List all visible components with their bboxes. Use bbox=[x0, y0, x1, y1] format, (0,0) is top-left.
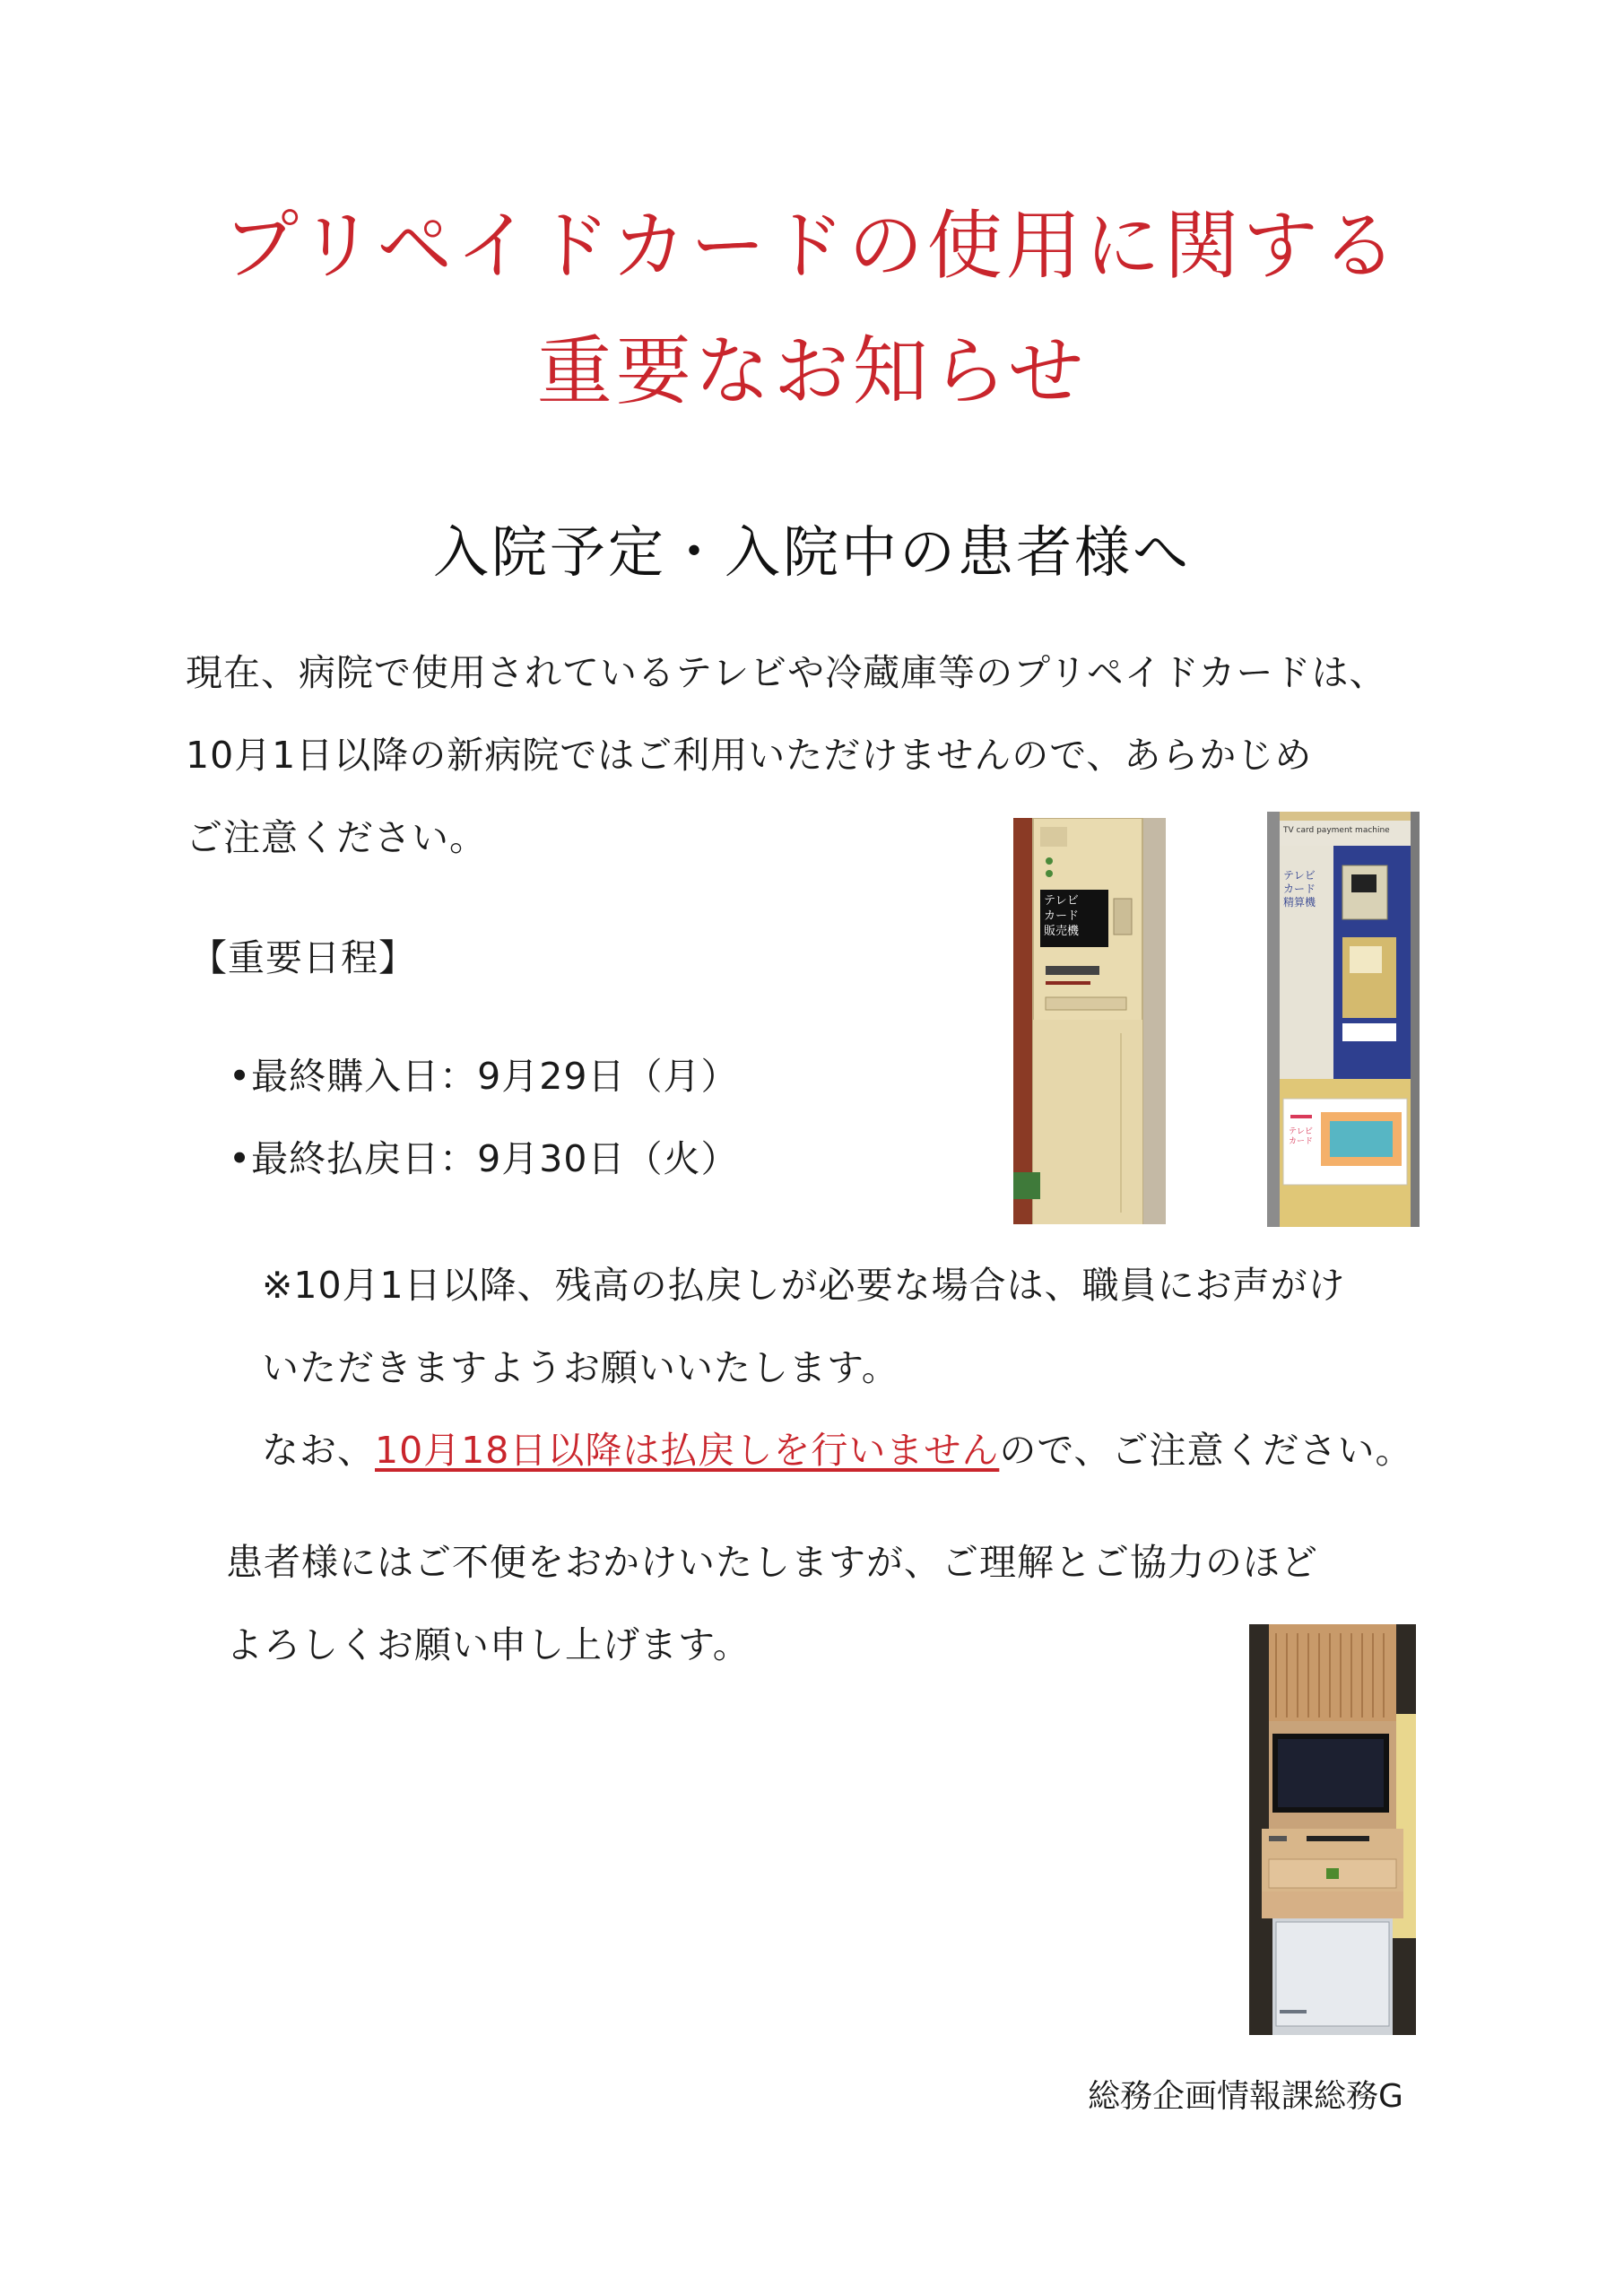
vending-panel-line-3: 販売機 bbox=[1044, 925, 1080, 938]
payment-machine-photo bbox=[1267, 812, 1420, 1227]
vending-machine-photo bbox=[1013, 818, 1166, 1224]
payment-machine-panel-text bbox=[1283, 869, 1316, 909]
vending-panel-line-2: カード bbox=[1044, 909, 1080, 923]
note-line-3-prefix: なお、 bbox=[262, 1429, 375, 1472]
payment-panel-line-2: カード bbox=[1283, 883, 1316, 895]
department-signature: 総務企画情報課総務G bbox=[1088, 2078, 1403, 2115]
audience-heading: 入院予定・入院中の患者様へ bbox=[432, 519, 1191, 585]
refund-deadline-highlight: 10月18日以降は払戻しを行いません bbox=[375, 1429, 1000, 1472]
intro-line-2: 10月1日以降の新病院ではご利用いただけませんので、あらかじめ bbox=[186, 734, 1313, 777]
note-line-1: ※10月1日以降、残高の払戻しが必要な場合は、職員にお声がけ bbox=[262, 1264, 1346, 1307]
intro-line-1: 現在、病院で使用されているテレビや冷蔵庫等のプリペイドカードは、 bbox=[186, 651, 1387, 694]
vending-machine-panel-text bbox=[1044, 893, 1079, 939]
payment-panel-line-3: 精算機 bbox=[1283, 896, 1316, 909]
note-line-3 bbox=[262, 1429, 1413, 1472]
bedside-cabinet-illustration bbox=[1249, 1624, 1416, 2035]
vending-machine-illustration bbox=[1013, 818, 1166, 1224]
bedside-cabinet-photo bbox=[1249, 1624, 1416, 2035]
schedule-item-last-refund: •最終払戻日：9月30日（火） bbox=[229, 1137, 739, 1180]
closing-line-2: よろしくお願い申し上げます。 bbox=[226, 1623, 751, 1666]
intro-line-3: ご注意ください。 bbox=[186, 816, 487, 859]
schedule-heading: 【重要日程】 bbox=[190, 936, 416, 979]
payment-machine-header: TV card payment machine bbox=[1283, 826, 1390, 835]
payment-panel-line-1: テレビ bbox=[1283, 869, 1316, 882]
closing-line-1: 患者様にはご不便をおかけいたしますが、ご理解とご協力のほど bbox=[226, 1541, 1318, 1584]
title-line-2: 重要なお知らせ bbox=[536, 327, 1088, 415]
vending-panel-line-1: テレビ bbox=[1044, 894, 1079, 908]
title-line-1: プリペイドカードの使用に関する bbox=[223, 202, 1401, 290]
note-line-3-suffix: ので、ご注意ください。 bbox=[999, 1429, 1413, 1472]
payment-machine-sign: テレビ カード bbox=[1289, 1127, 1314, 1146]
note-line-2: いただきますようお願いいたします。 bbox=[262, 1346, 899, 1389]
schedule-item-last-purchase: •最終購入日：9月29日（月） bbox=[229, 1055, 739, 1098]
